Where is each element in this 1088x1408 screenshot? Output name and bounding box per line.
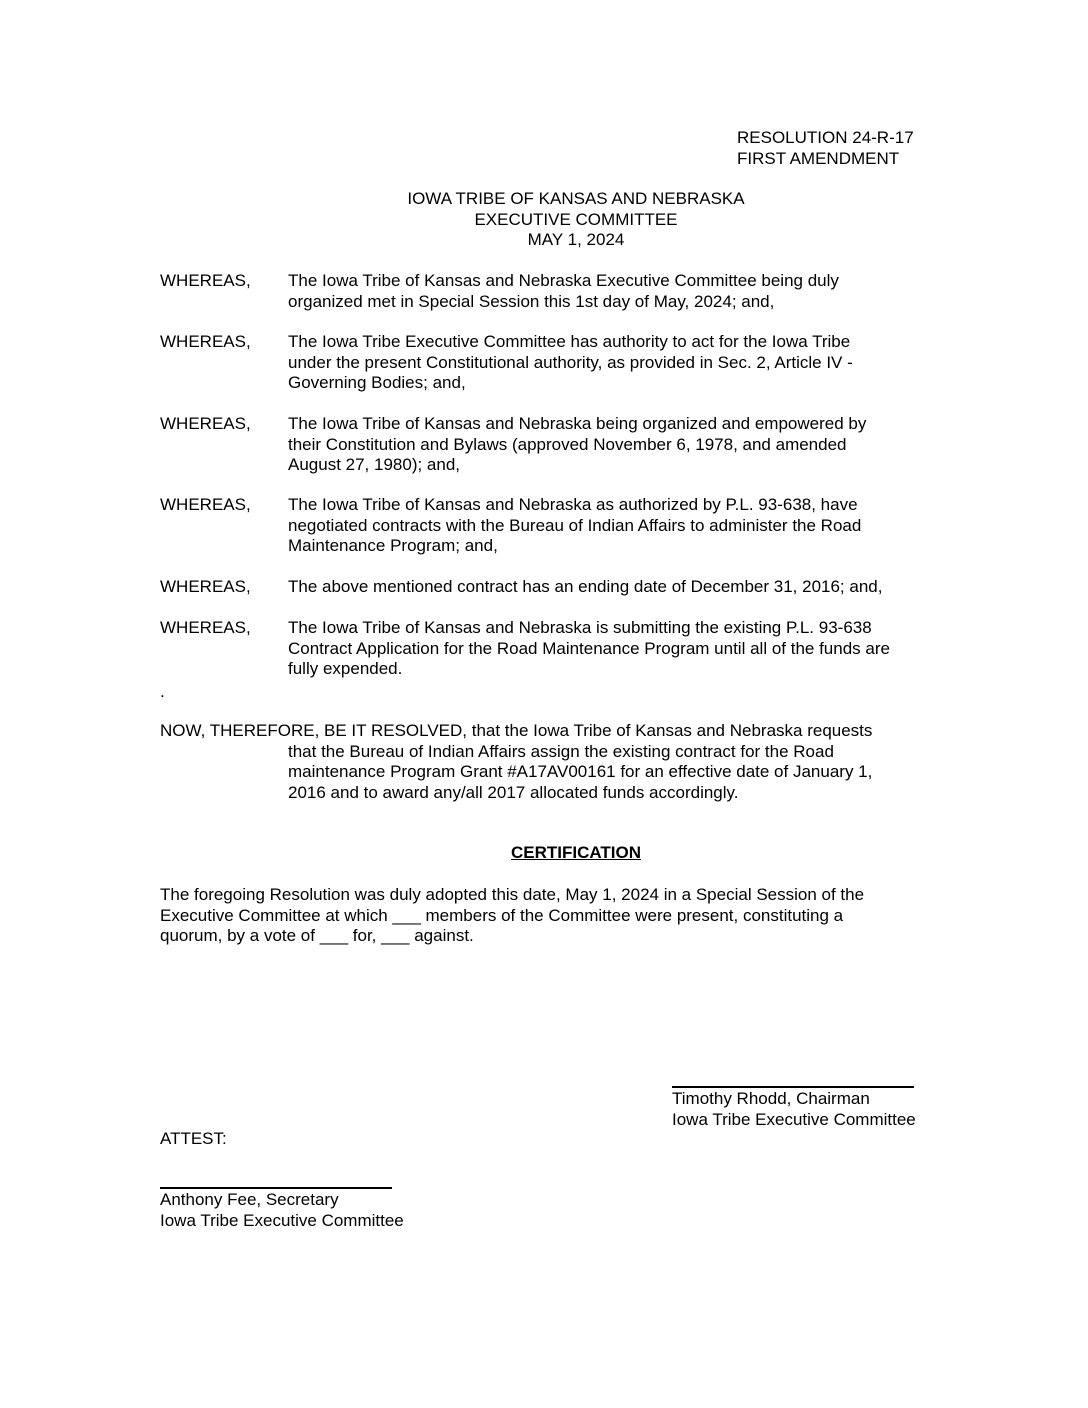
- whereas-text: [288, 414, 938, 476]
- whereas-text: [288, 332, 938, 394]
- whereas-line: under the present Constitutional authority, as provided in Sec. 2, Article IV -: [288, 352, 853, 372]
- whereas-text: [288, 577, 938, 598]
- resolved-line: 2016 and to award any/all 2017 allocated funds accordingly.: [288, 782, 739, 802]
- whereas-line: negotiated contracts with the Bureau of Indian Affairs to administer the Road: [288, 515, 862, 535]
- secretary-organization: Iowa Tribe Executive Committee: [160, 1210, 404, 1230]
- attest-label: ATTEST:: [160, 1129, 227, 1148]
- whereas-label: WHEREAS,: [160, 577, 251, 596]
- whereas-line: Contract Application for the Road Maintenance Program until all of the funds are: [288, 638, 890, 658]
- resolution-id-block: [737, 128, 914, 169]
- committee-name: EXECUTIVE COMMITTEE: [474, 209, 678, 229]
- chairman-name: Timothy Rhodd, Chairman: [672, 1089, 870, 1108]
- chairman-organization: Iowa Tribe Executive Committee: [672, 1109, 916, 1129]
- whereas-line: The Iowa Tribe of Kansas and Nebraska is submitting the existing P.L. 93-638: [288, 618, 872, 637]
- document-heading: [0, 189, 1088, 251]
- whereas-line: The Iowa Tribe of Kansas and Nebraska as authorized by P.L. 93-638, have: [288, 495, 858, 514]
- chairman-signature-line: [672, 1086, 914, 1088]
- whereas-text: [288, 495, 938, 557]
- certification-line: The foregoing Resolution was duly adopted this date, May 1, 2024 in a Special Session of the: [160, 885, 865, 904]
- secretary-signature-line: [160, 1187, 392, 1189]
- document-date: MAY 1, 2024: [527, 230, 625, 249]
- organization-name: IOWA TRIBE OF KANSAS AND NEBRASKA: [407, 189, 745, 208]
- amendment-label: FIRST AMENDMENT: [737, 148, 900, 168]
- certification-line: Executive Committee at which ___ members of the Committee were present, constituting a: [160, 905, 844, 925]
- resolved-continuation: [160, 742, 872, 804]
- whereas-line: The Iowa Tribe of Kansas and Nebraska being organized and empowered by: [288, 414, 867, 433]
- resolved-first-line: NOW, THEREFORE, BE IT RESOLVED, that the Iowa Tribe of Kansas and Nebraska requests: [160, 721, 873, 740]
- chairman-signature-block: [672, 1089, 916, 1130]
- whereas-line: The Iowa Tribe Executive Committee has authority to act for the Iowa Tribe: [288, 332, 851, 351]
- resolved-line: that the Bureau of Indian Affairs assign the existing contract for the Road: [288, 741, 834, 761]
- certification-title: CERTIFICATION: [510, 843, 641, 862]
- whereas-line: organized met in Special Session this 1st day of May, 2024; and,: [288, 291, 775, 311]
- whereas-label: WHEREAS,: [160, 332, 251, 351]
- whereas-label: WHEREAS,: [160, 271, 251, 290]
- whereas-line: The above mentioned contract has an ending date of December 31, 2016; and,: [288, 577, 883, 596]
- whereas-label: WHEREAS,: [160, 414, 251, 433]
- whereas-line: Governing Bodies; and,: [288, 373, 466, 392]
- certification-line: quorum, by a vote of ___ for, ___ against.: [160, 926, 474, 945]
- whereas-label: WHEREAS,: [160, 495, 251, 514]
- whereas-line: their Constitution and Bylaws (approved November 6, 1978, and amended: [288, 434, 847, 454]
- certification-text: [160, 885, 864, 947]
- stray-period: .: [160, 682, 165, 701]
- whereas-line: The Iowa Tribe of Kansas and Nebraska Executive Committee being duly: [288, 271, 839, 290]
- secretary-name: Anthony Fee, Secretary: [160, 1190, 339, 1209]
- whereas-text: [288, 271, 938, 312]
- whereas-text: [288, 618, 938, 680]
- secretary-signature-block: [160, 1190, 404, 1231]
- resolution-number: RESOLUTION 24-R-17: [737, 128, 914, 147]
- whereas-line: fully expended.: [288, 659, 403, 678]
- whereas-line: Maintenance Program; and,: [288, 536, 498, 555]
- whereas-line: August 27, 1980); and,: [288, 455, 461, 474]
- resolved-clause: [160, 721, 872, 803]
- whereas-label: WHEREAS,: [160, 618, 251, 637]
- resolved-line: maintenance Program Grant #A17AV00161 for an effective date of January 1,: [288, 762, 873, 781]
